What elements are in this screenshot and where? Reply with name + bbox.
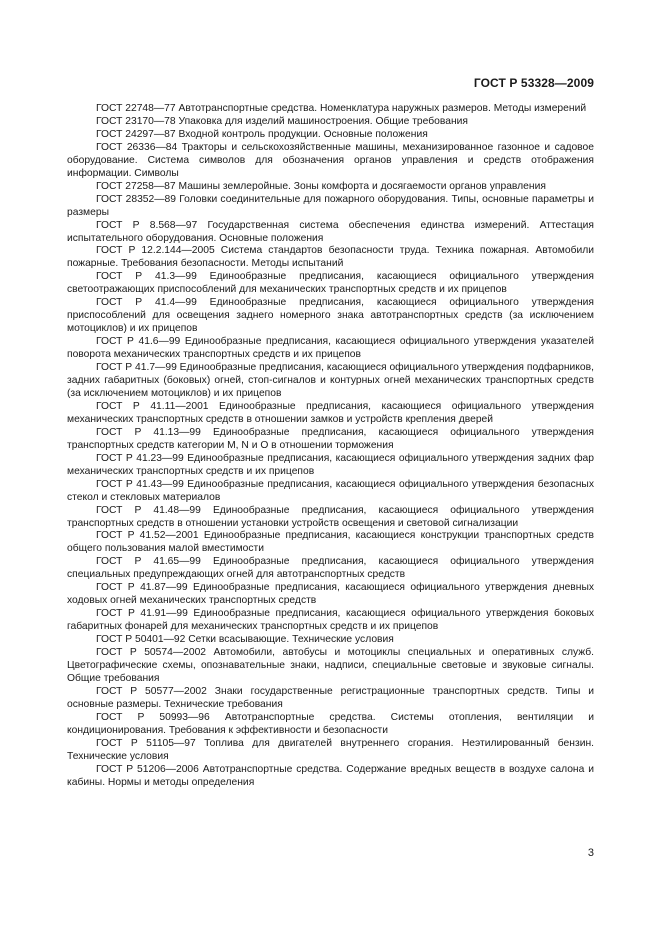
reference-item: ГОСТ Р 41.87—99 Единообразные предписания, касающиеся официального утверждения дневных ходовых огней механических транспортных средств <box>67 582 594 607</box>
reference-item: ГОСТ Р 41.13—99 Единообразные предписания, касающиеся официального утверждения транспортных средств категории М, N и О в отношении торможения <box>67 426 594 451</box>
reference-item: ГОСТ Р 50574—2002 Автомобили, автобусы и мотоциклы специальных и оперативных служб. Цветографические схемы, опознавательные знаки, надписи, специальные световые и звуковые сигналы. Общие требования <box>67 647 594 684</box>
document-code: ГОСТ Р 53328—2009 <box>473 76 594 90</box>
reference-item: ГОСТ 24297—87 Входной контроль продукции. Основные положения <box>96 128 428 140</box>
reference-item: ГОСТ 26336—84 Тракторы и сельскохозяйственные машины, механизированное газонное и садовое оборудование. Система символов для обозначения органов управления и средств отображения информации. Символы <box>67 141 594 179</box>
reference-item: ГОСТ Р 12.2.144—2005 Система стандартов безопасности труда. Техника пожарная. Автомобили пожарные. Требования безопасности. Методы испытаний <box>67 245 594 270</box>
reference-item: ГОСТ Р 41.3—99 Единообразные предписания, касающиеся официального утверждения светоотражающих приспособлений для механических транспортных средств и их прицепов <box>67 271 594 296</box>
reference-item: ГОСТ Р 41.43—99 Единообразные предписания, касающиеся официального утверждения безопасных стекол и стекловых материалов <box>67 478 594 503</box>
page-number: 3 <box>587 847 594 859</box>
reference-item: ГОСТ 27258—87 Машины землеройные. Зоны комфорта и досягаемости органов управления <box>96 180 546 192</box>
reference-item: ГОСТ 23170—78 Упаковка для изделий машиностроения. Общие требования <box>96 115 468 127</box>
reference-item: ГОСТ Р 41.48—99 Единообразные предписания, касающиеся официального утверждения транспортных средств в отношении установки устройств освещения и световой сигнализации <box>67 504 594 529</box>
reference-item: ГОСТ Р 41.65—99 Единообразные предписания, касающиеся официального утверждения специальных предупреждающих огней для автотранспортных средств <box>67 556 594 581</box>
reference-item: ГОСТ Р 41.91—99 Единообразные предписания, касающиеся официального утверждения боковых габаритных фонарей для механических транспортных средств и их прицепов <box>67 608 594 633</box>
reference-item: ГОСТ Р 41.52—2001 Единообразные предписания, касающиеся конструкции транспортных средств общего пользования малой вместимости <box>67 530 594 555</box>
reference-item: ГОСТ Р 41.4—99 Единообразные предписания, касающиеся официального утверждения приспособлений для освещения заднего номерного знака автотранспортных средств (за исключением мотоциклов) и их прицепов <box>67 297 594 335</box>
reference-item: ГОСТ Р 50401—92 Сетки всасывающие. Технические условия <box>96 634 394 646</box>
reference-item: ГОСТ Р 8.568—97 Государственная система обеспечения единства измерений. Аттестация испытательного оборудования. Основные положения <box>67 219 594 244</box>
reference-item: ГОСТ 22748—77 Автотранспортные средства. Номенклатура наружных размеров. Методы измерений <box>96 103 587 114</box>
normative-references-list <box>67 103 594 790</box>
reference-item: ГОСТ Р 41.11—2001 Единообразные предписания, касающиеся официального утверждения механических транспортных средств в отношении замков и устройств крепления дверей <box>67 400 594 425</box>
reference-item: ГОСТ 28352—89 Головки соединительные для пожарного оборудования. Типы, основные параметры и размеры <box>67 193 594 218</box>
reference-item: ГОСТ Р 41.6—99 Единообразные предписания, касающиеся официального утверждения указателей поворота механических транспортных средств и их прицепов <box>67 336 594 361</box>
reference-item: ГОСТ Р 50993—96 Автотранспортные средства. Системы отопления, вентиляции и кондиционирования. Требования к эффективности и безопасности <box>67 711 594 736</box>
reference-item: ГОСТ Р 51206—2006 Автотранспортные средства. Содержание вредных веществ в воздухе салона и кабины. Нормы и методы определения <box>67 763 594 788</box>
reference-item: ГОСТ Р 50577—2002 Знаки государственные регистрационные транспортных средств. Типы и основные размеры. Технические требования <box>67 685 594 710</box>
reference-item: ГОСТ Р 41.23—99 Единообразные предписания, касающиеся официального утверждения задних фар механических транспортных средств и их прицепов <box>67 452 594 477</box>
reference-item: ГОСТ Р 41.7—99 Единообразные предписания, касающиеся официального утверждения подфарников, задних габаритных (боковых) огней, стоп-сигналов и контурных огней механических транспортных средств (за исключением мотоциклов) и их прицепов <box>67 362 594 399</box>
reference-item: ГОСТ Р 51105—97 Топлива для двигателей внутреннего сгорания. Неэтилированный бензин. Технические условия <box>67 737 594 762</box>
